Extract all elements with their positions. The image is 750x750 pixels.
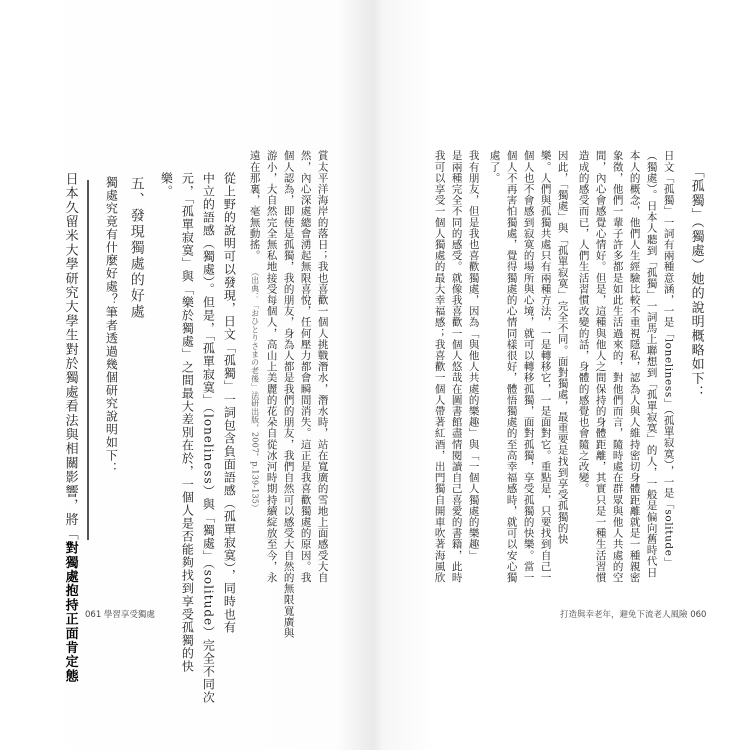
- last-paragraph-bold: 對獨處抱持正面肯定態: [62, 541, 78, 684]
- right-para-1-line-3: 本人的概念，他們人生經驗比較不重視隱私，認為人與人維持密切身體距離就是一種親密: [628, 150, 641, 583]
- left-body-line-3: 元，「孤單寂寞」與「樂於獨處」之間最大差別在於，一個人是否能夠找到享受孤獨的快: [180, 172, 195, 673]
- left-quote-line-5: 遠在那裏，毫無動搖。: [248, 150, 261, 261]
- right-para-1-line-6: 造成的感受而已，人們生活習慣改變的話，身體的感覺也會隨之改變。: [577, 150, 590, 495]
- left-quote-line-4: 游小，大自然完全無私地接受每個人，高山上美麗的花朵自從冰河時期持續綻放至今，永: [265, 150, 278, 583]
- right-para-1-line-5: 間，內心會感覺心情好。但是，這種與他人之間保持的身體距離，其實只是一種生活習慣: [594, 150, 607, 583]
- right-para-3-line-1: 我有朋友，但是我也喜歡獨處，因為「與他人共處的樂趣」與「一個人獨處的樂趣」: [467, 150, 480, 561]
- right-para-1-line-4: 象徵，他們一輩子許多都是如此生活過來的，對他們而言，隨時處在群眾與他人共處的空: [611, 150, 624, 583]
- left-body-line-2: 中立的語感（獨處）。但是，「孤單寂寞」（loneliness）與「獨處」（solitude）完全不同次: [201, 172, 216, 705]
- right-page-folio: 打造與幸老年，避免下流老人風險 060: [560, 610, 707, 620]
- right-para-3-line-2: 是兩種完全不同的感受。就像我喜歡一個人悠哉在圖書館盡情閱讀自己喜愛的書籍，此時: [450, 150, 463, 583]
- left-margin-rule: [87, 180, 89, 540]
- section-heading: 五、發現獨處的好處: [128, 176, 145, 320]
- last-paragraph-text: 日本久留米大學研究大學生對於獨處看法與相關影響，將「: [62, 172, 78, 542]
- left-quote-line-1: 賞太平洋海岸的落日；我也喜歡一個人挑戰潛水，潛水時，站在寬廣的雪地上面感受大自: [316, 150, 329, 583]
- right-para-2-line-1: 因此，「獨處」與「孤單寂寞」完全不同。面對獨處，最重要是找到享受孤獨的快: [556, 150, 569, 545]
- left-body-line-4: 樂。: [159, 172, 174, 198]
- right-para-1-line-2: （獨處）。日本人聽到「孤獨」一詞馬上聯想到「孤單寂寞」的人，一般是偏向舊時代日: [645, 150, 658, 578]
- left-quote-line-3: 個人認為，即使是孤獨，我的朋友，身為人都是我們的朋友，我們自然可以感受大自然的無限寬廣與: [282, 150, 295, 639]
- left-quote-line-2: 然，內心深處總會湧起無限喜悅，任何壓力都會瞬間消失。這正是我喜歡獨處的原因。我: [299, 150, 312, 583]
- right-para-3-line-3: 我可以享受一個人獨處的最大幸福感；我喜歡一個人帶著紅酒，出門獨自開車吹著海風欣: [433, 150, 446, 583]
- right-para-2-line-3: 個人也不會感到寂寞的場所與心境，就可以轉移孤獨，面對孤獨，享受孤獨的快樂。當一: [522, 150, 535, 583]
- right-para-2-line-5: 處了。: [488, 150, 501, 184]
- right-intro-line: 「孤獨」（獨處）她的說明概略如下：: [688, 165, 704, 400]
- right-para-2-line-4: 個人不再害怕獨處，覺得獨處的心情同樣很好，體悟獨處的至高幸福感時，就可以安心獨: [505, 150, 518, 583]
- left-body-line-1: 從上野的說明可以發現，日文「孤獨」一詞包含負面語感（孤單寂寞），同時也有: [222, 172, 237, 634]
- right-para-1-line-1: 日文「孤獨」一詞有兩種意涵，一是「loneliness」（孤單寂寞），一是「solitude」: [662, 150, 675, 568]
- right-para-2-line-2: 樂。人們與孤獨共處只有兩種方法，一是轉移它，一是面對它。重點是，只要找到自己一: [539, 150, 552, 583]
- last-paragraph: [62, 172, 78, 684]
- left-page-folio: 061 學習享受獨處: [85, 610, 155, 620]
- left-quote-citation: （出典：「おひとりさまの老後」法研出版，2007，p.139-135）: [250, 268, 260, 513]
- section-lead: 獨處究竟有什麼好處？筆者透過幾個研究說明如下：: [104, 176, 119, 475]
